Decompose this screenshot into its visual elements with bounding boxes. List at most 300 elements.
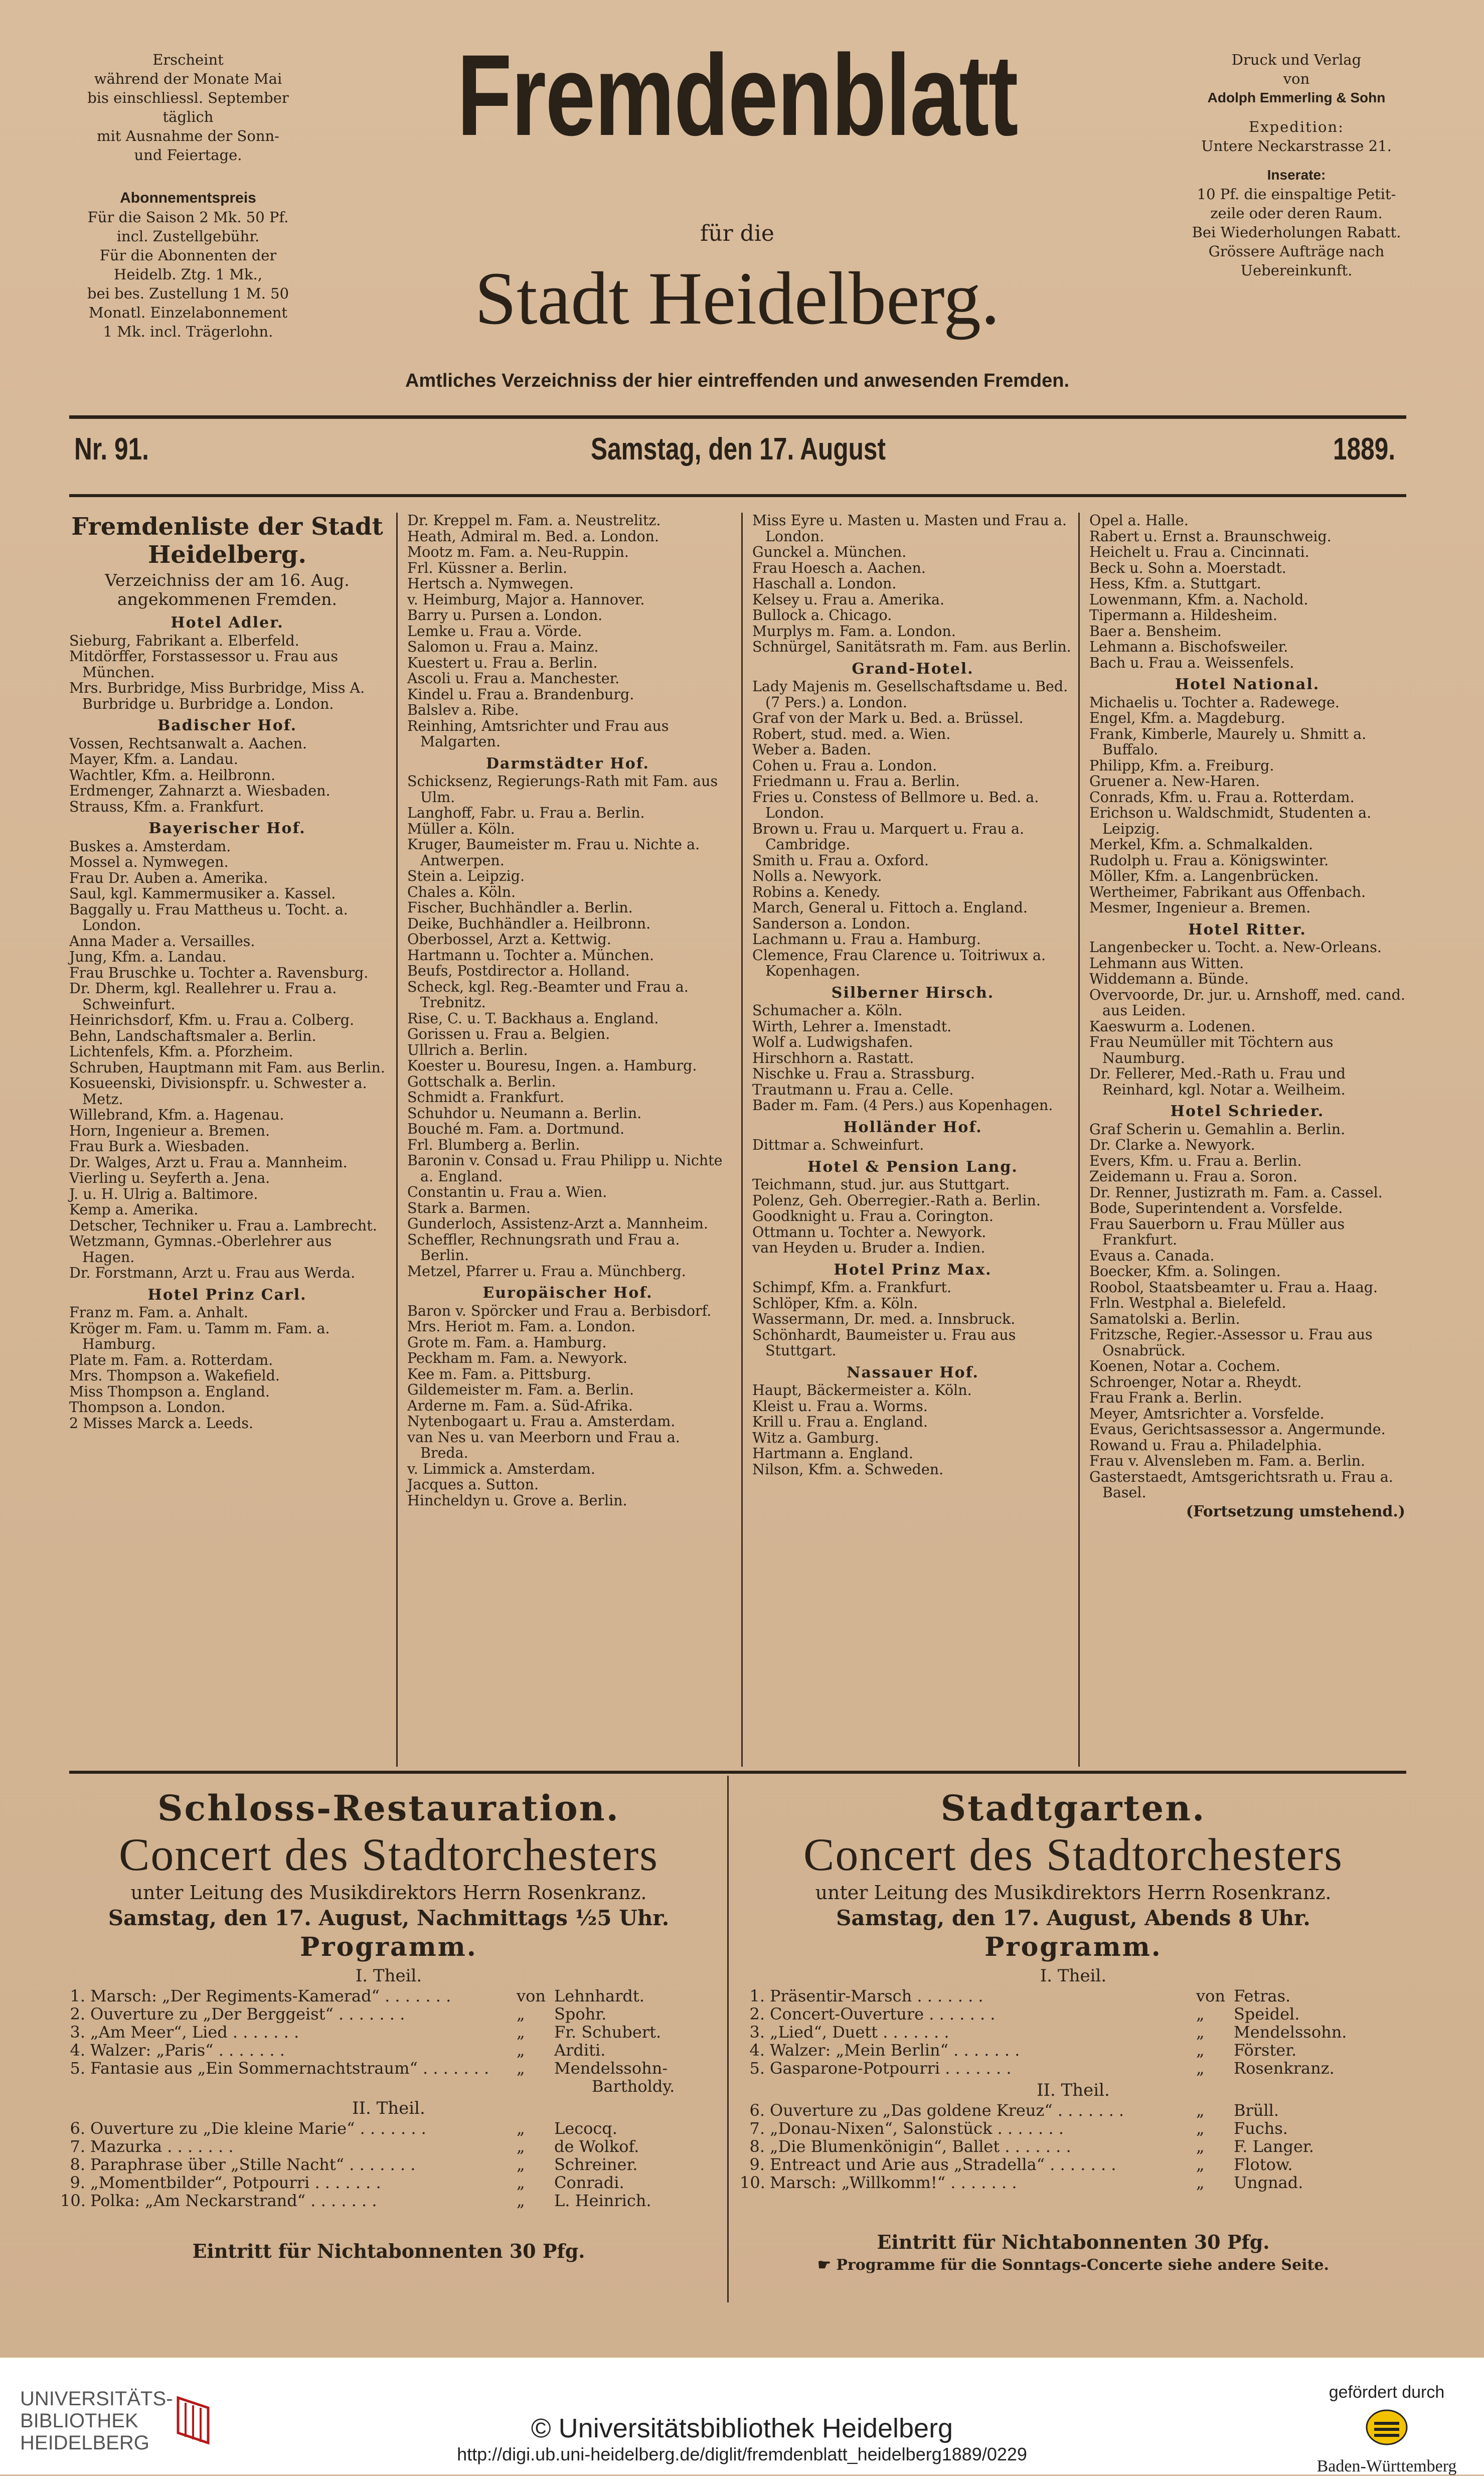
- guest-entry: Wertheimer, Fabrikant aus Offenbach.: [1089, 883, 1366, 900]
- guest-entry: Clemence, Frau Clarence u. Toitriwux a. Kopenhagen.: [752, 947, 1046, 979]
- schedule-line: und Feiertage.: [134, 146, 242, 164]
- item-von: „: [1196, 2101, 1205, 2120]
- guest-entry: Schnürgel, Sanitätsrath m. Fam. aus Berlin.: [752, 639, 1071, 655]
- hotel-heading: Hotel Adler.: [171, 614, 284, 632]
- item-number: 1.: [749, 1986, 765, 2005]
- abo-title: Abonnementspreis: [120, 190, 256, 206]
- guest-entry: Cohen u. Frau a. London.: [752, 757, 937, 774]
- item-composer: L. Heinrich.: [554, 2191, 651, 2210]
- sonntag-note: [740, 2253, 1407, 2277]
- inserate-line: 10 Pf. die einspaltige Petit-: [1197, 186, 1396, 203]
- item-title: Ouverture zu „Das goldene Kreuz“ . . . . . . .: [770, 2101, 1124, 2120]
- hotel-heading: Darmstädter Hof.: [486, 754, 649, 772]
- guest-entry: Ottmann u. Tochter a. Newyork.: [752, 1223, 986, 1241]
- inserate-prices: [1164, 185, 1429, 280]
- guest-entry: Opel a. Halle.: [1089, 512, 1189, 529]
- item-title: Mazurka . . . . . . .: [90, 2137, 234, 2156]
- item-von: „: [1196, 2004, 1205, 2024]
- guest-entry: 2 Misses Marck a. Leeds.: [69, 1415, 254, 1432]
- schedule-line: während der Monate Mai: [94, 70, 282, 87]
- programme-item: [740, 2005, 1407, 2023]
- guest-entry: Bouché m. Fam. a. Dortmund.: [407, 1121, 625, 1137]
- item-title: „Donau-Nixen“, Salonstück . . . . . . .: [770, 2119, 1064, 2138]
- item-composer: Ungnad.: [1234, 2173, 1303, 2192]
- guest-entry: Stein a. Leipzig.: [407, 868, 525, 884]
- item-von: „: [517, 2004, 525, 2024]
- item-title: Paraphrase über „Stille Nacht“ . . . . . . .: [90, 2155, 416, 2174]
- hotel-heading: Silberner Hirsch.: [831, 984, 995, 1002]
- guest-entry: Reinhing, Amtsrichter und Frau aus Malgarten.: [407, 717, 669, 750]
- guest-entry: Schroenger, Notar a. Rheydt.: [1089, 1373, 1302, 1390]
- guest-entry: Wolf a. Ludwigshafen.: [752, 1034, 913, 1050]
- guest-entry: Kruger, Baumeister m. Frau u. Nichte a. Antwerpen.: [407, 836, 700, 869]
- item-number: 10.: [740, 2173, 765, 2192]
- guest-entry: Trautmann u. Frau a. Celle.: [752, 1081, 954, 1098]
- programme-item: [740, 2023, 1407, 2041]
- guest-entry: Mossel a. Nymwegen.: [69, 854, 229, 870]
- schedule-line: Erscheint: [152, 51, 224, 68]
- hotel-heading: Hotel National.: [1175, 676, 1320, 693]
- guest-entry: Baer a. Bensheim.: [1089, 623, 1222, 640]
- item-number: 8.: [749, 2137, 765, 2156]
- library-footer: [0, 2358, 1484, 2474]
- guest-entry: Haupt, Bäckermeister a. Köln.: [752, 1382, 972, 1399]
- guest-entry: Hirschhorn a. Rastatt.: [752, 1049, 914, 1066]
- guest-entry: Strauss, Kfm. a. Frankfurt.: [69, 798, 264, 815]
- gefoerdert-text: gefördert durch: [1329, 2383, 1445, 2402]
- guest-entry: Kröger m. Fam. u. Tamm m. Fam. a. Hamburg.: [69, 1320, 330, 1352]
- guest-entry: Kee m. Fam. a. Pittsburg.: [407, 1365, 591, 1382]
- item-composer: Bartholdy.: [592, 2077, 675, 2096]
- item-von: „: [1196, 2155, 1205, 2174]
- item-composer: Mendelssohn.: [1234, 2023, 1347, 2042]
- item-composer: de Wolkof.: [554, 2137, 639, 2156]
- guest-entry: Kemp a. Amerika.: [69, 1201, 199, 1218]
- guest-entry: Koester u. Bouresu, Ingen. a. Hamburg.: [407, 1057, 697, 1074]
- programme-part-2: [60, 2119, 717, 2210]
- guest-entry: Kindel u. Frau a. Brandenburg.: [407, 686, 634, 703]
- guest-entry: Frank, Kimberle, Maurely u. Shmitt a. Buffalo.: [1089, 725, 1367, 758]
- programme-item: [740, 2174, 1407, 2192]
- ub-line: UNIVERSITÄTS-: [20, 2388, 173, 2410]
- newspaper-title: Fremdenblatt: [457, 31, 1018, 160]
- item-von: „: [1196, 2119, 1205, 2138]
- guest-entry: Polenz, Geh. Oberregier.-Rath a. Berlin.: [752, 1192, 1041, 1209]
- guest-entry: Beufs, Postdirector a. Holland.: [407, 963, 630, 979]
- guest-entry: Franz m. Fam. a. Anhalt.: [69, 1304, 248, 1321]
- abo-line: Für die Abonnenten der: [99, 247, 277, 264]
- guest-entry: Constantin u. Frau a. Wien.: [407, 1184, 607, 1200]
- programme-part-2: [740, 2101, 1407, 2192]
- item-title: „Die Blumenkönigin“, Ballet . . . . . . .: [770, 2137, 1071, 2156]
- hotel-heading: Hotel Prinz Max.: [834, 1261, 992, 1279]
- concert-leitung: unter Leitung des Musikdirektors Herrn Rosenkranz.: [130, 1882, 647, 1904]
- guest-entry: Kleist u. Frau a. Worms.: [752, 1398, 928, 1415]
- guest-entry: Gunckel a. München.: [752, 544, 907, 560]
- guest-entry: Baggally u. Frau Mattheus u. Tocht. a. London.: [69, 901, 348, 934]
- guest-entry: Mesmer, Ingenieur a. Bremen.: [1089, 899, 1311, 916]
- programme-item: [60, 2174, 717, 2192]
- item-composer: Fuchs.: [1234, 2119, 1288, 2138]
- programme-item: [60, 1987, 717, 2005]
- guest-entry: Langenbecker u. Tocht. a. New-Orleans.: [1089, 939, 1382, 956]
- concert-divider: [727, 1776, 729, 2302]
- item-number: 4.: [749, 2041, 765, 2060]
- guest-entry: Dr. Walges, Arzt u. Frau a. Mannheim.: [69, 1154, 348, 1171]
- item-number: 2.: [749, 2004, 765, 2024]
- guest-entry: Kuestert u. Frau a. Berlin.: [407, 654, 598, 671]
- guest-entry: Kaeswurm a. Lodenen.: [1089, 1018, 1256, 1035]
- item-number: 2.: [70, 2004, 85, 2024]
- guest-entry: Samatolski a. Berlin.: [1089, 1310, 1240, 1327]
- guest-entry: Nolls a. Newyork.: [752, 868, 882, 884]
- item-title: „Lied“, Duett . . . . . . .: [770, 2023, 949, 2042]
- item-von: „: [1196, 2041, 1205, 2060]
- guest-entry: Deike, Buchhändler a. Heilbronn.: [407, 915, 651, 932]
- guest-entry: Saul, kgl. Kammermusiker a. Kassel.: [69, 885, 336, 902]
- guest-entry: Lichtenfels, Kfm. a. Pforzheim.: [69, 1043, 293, 1060]
- ub-line: HEIDELBERG: [20, 2432, 149, 2454]
- source-url[interactable]: http://digi.ub.uni-heidelberg.de/diglit/fremdenblatt_heidelberg1889/0229: [457, 2444, 1027, 2464]
- issue-year: 1889.: [1333, 432, 1396, 467]
- item-number: 6.: [749, 2101, 765, 2120]
- guest-entry: Schimpf, Kfm. a. Frankfurt.: [752, 1279, 952, 1296]
- item-composer: Fetras.: [1234, 1986, 1291, 2005]
- guest-entry: Nilson, Kfm. a. Schweden.: [752, 1461, 944, 1478]
- guest-entry: Wirth, Lehrer a. Imenstadt.: [752, 1018, 952, 1035]
- guest-entry: Schmidt a. Frankfurt.: [407, 1089, 564, 1106]
- guest-entry: Graf von der Mark u. Bed. a. Brüssel.: [752, 710, 1024, 726]
- theil-1: I. Theil.: [355, 1966, 422, 1986]
- item-number: 1.: [70, 1986, 85, 2005]
- abo-line: 1 Mk. incl. Trägerlohn.: [103, 323, 273, 340]
- item-number: 3.: [70, 2023, 85, 2042]
- guest-entry: Tipermann a. Hildesheim.: [1089, 607, 1277, 624]
- guest-entry: Frau Hoesch a. Aachen.: [752, 559, 926, 576]
- fortsetzung-note: (Fortsetzung umstehend.): [1186, 1502, 1405, 1520]
- hotel-heading: Grand-Hotel.: [852, 660, 974, 678]
- pointing-hand-icon: ☛: [817, 2256, 837, 2274]
- sonntag-text: Programme für die Sonntags-Concerte siehe andere Seite.: [836, 2256, 1329, 2274]
- item-number: 9.: [749, 2155, 765, 2174]
- land-name: Baden-Württemberg: [1316, 2457, 1457, 2475]
- theil-1: I. Theil.: [1040, 1966, 1107, 1986]
- programme-item: [740, 2059, 1407, 2077]
- guest-entry: Langhoff, Fabr. u. Frau a. Berlin.: [407, 805, 645, 821]
- item-composer: Arditi.: [554, 2041, 606, 2060]
- inserate-label: Inserate:: [1267, 167, 1326, 183]
- guest-entry: Lachmann u. Frau a. Hamburg.: [752, 931, 981, 948]
- funding-label: [1304, 2383, 1469, 2476]
- item-title: Entreact und Arie aus „Stradella“ . . . . . . .: [770, 2155, 1116, 2174]
- guest-entry: Lady Majenis m. Gesellschaftsdame u. Bed. (7 Pers.) a. London.: [752, 678, 1068, 711]
- abo-line: bei bes. Zustellung 1 M. 50: [87, 285, 289, 302]
- guest-entry: Frau Neumüller mit Töchtern aus Naumburg.: [1089, 1034, 1334, 1066]
- item-title: Fantasie aus „Ein Sommernachtstraum“ . . . . . . .: [90, 2059, 489, 2078]
- concert-title: Concert des Stadtorchesters: [803, 1829, 1343, 1880]
- guest-entry: Conrads, Kfm. u. Frau a. Rotterdam.: [1089, 789, 1355, 806]
- expedition-address: Untere Neckarstrasse 21.: [1201, 137, 1392, 154]
- programme-part-1: [740, 1987, 1407, 2077]
- item-title: „Momentbilder“, Potpourri . . . . . . .: [90, 2173, 381, 2192]
- item-composer: Brüll.: [1234, 2101, 1279, 2120]
- guest-entry: Dr. Clarke a. Newyork.: [1089, 1137, 1255, 1153]
- item-von: „: [1196, 2059, 1205, 2078]
- guest-entry: Friedmann u. Frau a. Berlin.: [752, 773, 960, 790]
- guest-entry: Hess, Kfm. a. Stuttgart.: [1089, 575, 1261, 592]
- item-number: 10.: [60, 2191, 86, 2210]
- item-title: Marsch: „Willkomm!“ . . . . . . .: [770, 2173, 1017, 2192]
- guest-entry: Evaus, Gerichtsassessor a. Angermunde.: [1089, 1421, 1386, 1438]
- guest-entry: Robert, stud. med. a. Wien.: [752, 725, 951, 742]
- guest-entry: March, General u. Fittoch a. England.: [752, 899, 1028, 916]
- hotel-heading: Hotel Ritter.: [1188, 920, 1306, 939]
- item-number: 5.: [749, 2059, 765, 2078]
- concert-date: Samstag, den 17. August, Abends 8 Uhr.: [836, 1906, 1310, 1930]
- guest-entry: Mrs. Heriot m. Fam. a. London.: [407, 1318, 636, 1335]
- venue-title: Stadtgarten.: [940, 1787, 1206, 1829]
- issue-date: Samstag, den 17. August: [591, 432, 886, 467]
- item-composer: Schreiner.: [554, 2155, 638, 2174]
- guest-entry: Vossen, Rechtsanwalt a. Aachen.: [69, 735, 307, 752]
- guest-entry: van Heyden u. Bruder a. Indien.: [752, 1240, 985, 1256]
- von-label: von: [1283, 70, 1310, 87]
- item-title: Gasparone-Potpourri . . . . . . .: [770, 2059, 1012, 2078]
- guest-entry: Arderne m. Fam. a. Süd-Afrika.: [407, 1397, 633, 1414]
- masthead-left: [65, 50, 311, 341]
- item-composer: Lehnhardt.: [554, 1986, 644, 2005]
- guest-entry: Metzel, Pfarrer u. Frau a. Münchberg.: [407, 1263, 686, 1280]
- programm-heading: Programm.: [984, 1932, 1162, 1962]
- guest-entry: Wassermann, Dr. med. a. Innsbruck.: [752, 1311, 1016, 1327]
- eintritt-note: Eintritt für Nichtabonnenten 30 Pfg.: [877, 2231, 1270, 2253]
- guest-entry: Miss Eyre u. Masten u. Masten und Frau a. London.: [752, 512, 1067, 545]
- guest-entry: Smith u. Frau a. Oxford.: [752, 852, 929, 869]
- inserate-line: zeile oder deren Raum.: [1210, 205, 1383, 222]
- item-composer: F. Langer.: [1234, 2137, 1314, 2156]
- guest-entry: Oberbossel, Arzt a. Kettwig.: [407, 931, 611, 948]
- guest-entry: Graf Scherin u. Gemahlin a. Berlin.: [1089, 1121, 1346, 1138]
- guest-entry: Balslev a. Ribe.: [407, 702, 519, 718]
- rule-above-concerts: [69, 1771, 1406, 1774]
- programme-item: [60, 2137, 717, 2155]
- guest-entry: Plate m. Fam. a. Rotterdam.: [69, 1351, 273, 1368]
- programme-item: [740, 1987, 1407, 2005]
- guest-entry: Mrs. Burbridge, Miss Burbridge, Miss A. Burbridge u. Burbridge a. London.: [69, 680, 365, 712]
- druck-label: Druck und Verlag: [1231, 51, 1362, 68]
- item-title: Ouverture zu „Der Berggeist“ . . . . . . .: [90, 2004, 405, 2024]
- guest-entry: v. Heimburg, Major a. Hannover.: [407, 591, 645, 608]
- hotel-heading: Nassauer Hof.: [847, 1363, 979, 1381]
- guest-entry: Frau Burk a. Wiesbaden.: [69, 1138, 250, 1155]
- inserate-line: Bei Wiederholungen Rabatt.: [1192, 224, 1401, 241]
- guest-column-2: [407, 513, 728, 1508]
- guest-entry: Erichson u. Waldschmidt, Studenten a. Leipzig.: [1089, 805, 1372, 837]
- concert-title: Concert des Stadtorchesters: [119, 1829, 658, 1880]
- item-composer: Speidel.: [1234, 2004, 1300, 2024]
- item-von: „: [517, 2059, 525, 2078]
- guest-entry: Baronin v. Consad u. Frau Philipp u. Nichte a. England.: [407, 1152, 723, 1185]
- hotel-heading: Bayerischer Hof.: [148, 820, 306, 837]
- inserate-line: Uebereinkunft.: [1240, 262, 1353, 279]
- expedition-label: Expedition:: [1249, 118, 1344, 135]
- guest-entry: Dr. Forstmann, Arzt u. Frau aus Werda.: [69, 1265, 356, 1281]
- guest-entry: Schicksenz, Regierungs-Rath mit Fam. aus Ulm.: [407, 773, 718, 806]
- guest-entry: Haschall a. London.: [752, 575, 897, 592]
- guest-entry: Widdemann a. Bünde.: [1089, 971, 1249, 987]
- guest-entry: Heinrichsdorf, Kfm. u. Frau a. Colberg.: [69, 1012, 355, 1028]
- guest-entry: Frl. Blumberg a. Berlin.: [407, 1136, 580, 1153]
- guest-entry: Schumacher a. Köln.: [752, 1002, 903, 1019]
- item-title: Walzer: „Paris“ . . . . . . .: [90, 2041, 285, 2060]
- guest-entry: Michaelis u. Tochter a. Radewege.: [1089, 694, 1340, 711]
- item-composer: Mendelssohn-: [554, 2059, 668, 2078]
- guest-entry: Hincheldyn u. Grove a. Berlin.: [407, 1492, 627, 1509]
- guest-entry: Frln. Westphal a. Bielefeld.: [1089, 1295, 1286, 1311]
- guest-entry: Müller a. Köln.: [407, 820, 515, 837]
- bw-coat-of-arms-icon: [1359, 2407, 1414, 2447]
- guest-entry: Rudolph u. Frau a. Königswinter.: [1089, 852, 1329, 869]
- abo-prices: [65, 208, 311, 341]
- list-heading: Fremdenliste der Stadt Heidelberg.: [71, 513, 383, 569]
- guest-entry: Jung, Kfm. a. Landau.: [69, 949, 227, 965]
- guest-entry: Bach u. Frau a. Weissenfels.: [1089, 654, 1294, 671]
- item-von: „: [517, 2173, 525, 2192]
- guest-entry: Bode, Superintendent a. Vorsfelde.: [1089, 1200, 1343, 1216]
- guest-entry: Grote m. Fam. a. Hamburg.: [407, 1334, 607, 1351]
- guest-entry: Schruben, Hauptmann mit Fam. aus Berlin.: [69, 1059, 385, 1076]
- publisher: Adolph Emmerling & Sohn: [1207, 90, 1386, 105]
- column-divider: [741, 513, 743, 1767]
- guest-entry: Hertsch a. Nymwegen.: [407, 575, 574, 592]
- subtitle: Amtliches Verzeichniss der hier eintreffenden und anwesenden Fremden.: [405, 370, 1070, 391]
- concert-leitung: unter Leitung des Musikdirektors Herrn Rosenkranz.: [815, 1882, 1332, 1904]
- guest-entry: Schlöper, Kfm. a. Köln.: [752, 1295, 918, 1312]
- guest-entry: Overvoorde, Dr. jur. u. Arnshoff, med. cand. aus Leiden.: [1089, 986, 1405, 1019]
- guest-entry: Möller, Kfm. a. Langenbrücken.: [1089, 868, 1319, 884]
- programme-item: [740, 2119, 1407, 2137]
- theil-2: II. Theil.: [352, 2098, 425, 2118]
- rule-below-date: [69, 494, 1406, 497]
- guest-entry: Buskes a. Amsterdam.: [69, 838, 231, 855]
- hotel-heading: Badischer Hof.: [157, 717, 297, 734]
- programme-part-1: [60, 1987, 717, 2095]
- guest-entry: Brown u. Frau u. Marquert u. Frau a. Cambridge.: [752, 820, 1025, 853]
- concert-stadtgarten: [740, 1788, 1407, 2277]
- guest-entry: Fischer, Buchhändler a. Berlin.: [407, 899, 633, 916]
- guest-entry: Frau Bruschke u. Tochter a. Ravensburg.: [69, 964, 369, 981]
- concert-schloss: [60, 1788, 717, 2262]
- guest-entry: Vierling u. Seyferth a. Jena.: [69, 1170, 270, 1186]
- guest-entry: Chales a. Köln.: [407, 883, 516, 900]
- programme-item: [740, 2155, 1407, 2174]
- programme-item: [60, 2023, 717, 2041]
- guest-entry: Witz a. Gamburg.: [752, 1429, 879, 1446]
- guest-entry: Beck u. Sohn a. Moerstadt.: [1089, 559, 1286, 576]
- item-number: 9.: [70, 2173, 85, 2192]
- programme-item: [740, 2137, 1407, 2155]
- guest-entry: Frau v. Alvensleben m. Fam. a. Berlin.: [1089, 1453, 1366, 1469]
- guest-entry: Krill u. Frau a. England.: [752, 1414, 928, 1430]
- item-number: 8.: [70, 2155, 85, 2174]
- guest-entry: Heath, Admiral m. Bed. a. London.: [407, 528, 659, 545]
- guest-entry: Gildemeister m. Fam. a. Berlin.: [407, 1381, 634, 1398]
- guest-entry: Wachtler, Kfm. a. Heilbronn.: [69, 766, 276, 784]
- guest-entry: Nischke u. Frau a. Strassburg.: [752, 1065, 975, 1082]
- guest-entry: Koenen, Notar a. Cochem.: [1089, 1358, 1280, 1374]
- ub-line: BIBLIOTHEK: [20, 2410, 138, 2432]
- hotel-heading: Hotel Prinz Carl.: [147, 1286, 307, 1304]
- item-von: „: [517, 2119, 525, 2138]
- item-number: 6.: [70, 2119, 85, 2138]
- item-von: „: [517, 2023, 525, 2042]
- programme-item: [60, 2119, 717, 2137]
- schedule-line: täglich: [162, 108, 214, 125]
- guest-entry: Kelsey u. Frau a. Amerika.: [752, 591, 945, 608]
- guest-entry: Miss Thompson a. England.: [69, 1383, 270, 1400]
- guest-entry: Gasterstaedt, Amtsgerichtsrath u. Frau a. Basel.: [1089, 1468, 1393, 1501]
- guest-entry: Jacques a. Sutton.: [407, 1476, 539, 1493]
- guest-entry: Lehmann aus Witten.: [1089, 955, 1244, 972]
- item-von: „: [1196, 2173, 1205, 2192]
- guest-entry: Zeidemann u. Frau a. Soron.: [1089, 1168, 1297, 1185]
- guest-entry: Mitdörffer, Forstassessor u. Frau aus München.: [69, 648, 339, 681]
- item-composer: Flotow.: [1234, 2155, 1293, 2174]
- guest-entry: Kosueenski, Divisionspfr. u. Schwester a. Metz.: [69, 1075, 367, 1108]
- item-number: 7.: [70, 2137, 85, 2156]
- guest-entry: Scheck, kgl. Reg.-Beamter und Frau a. Trebnitz.: [407, 978, 689, 1011]
- item-von: von: [1196, 1986, 1225, 2005]
- guest-entry: Heichelt u. Frau a. Cincinnati.: [1089, 544, 1309, 560]
- guest-entry: Baron v. Spörcker und Frau a. Berbisdorf.: [407, 1302, 712, 1319]
- guest-entry: J. u. H. Ulrig a. Baltimore.: [69, 1185, 258, 1202]
- guest-entry: Rowand u. Frau a. Philadelphia.: [1089, 1437, 1322, 1454]
- guest-entry: Anna Mader a. Versailles.: [69, 933, 255, 950]
- hotel-heading: Holländer Hof.: [843, 1118, 982, 1136]
- guest-entry: Erdmenger, Zahnarzt a. Wiesbaden.: [69, 783, 331, 799]
- issue-number: Nr. 91.: [74, 432, 149, 467]
- guest-entry: Evers, Kfm. u. Frau a. Berlin.: [1089, 1152, 1302, 1169]
- guest-entry: Thompson a. London.: [69, 1399, 226, 1416]
- guest-entry: Bader m. Fam. (4 Pers.) aus Kopenhagen.: [752, 1097, 1053, 1114]
- guest-entry: Frau Dr. Auben a. Amerika.: [69, 869, 268, 886]
- item-composer: Fr. Schubert.: [554, 2023, 662, 2042]
- item-von: „: [517, 2137, 525, 2156]
- item-title: Präsentir-Marsch . . . . . . .: [770, 1986, 983, 2005]
- item-von: „: [1196, 2137, 1205, 2156]
- guest-entry: Sanderson a. London.: [752, 915, 911, 932]
- item-composer: Spohr.: [554, 2004, 607, 2024]
- guest-entry: Murplys m. Fam. a. London.: [752, 623, 956, 640]
- guest-entry: Merkel, Kfm. a. Schmalkalden.: [1089, 836, 1313, 853]
- guest-entry: Barry u. Pursen a. London.: [407, 607, 603, 624]
- guest-entry: Frl. Küssner a. Berlin.: [407, 559, 567, 576]
- guest-column-4: [1089, 513, 1405, 1519]
- item-von: „: [517, 2191, 525, 2210]
- guest-entry: Gottschalk a. Berlin.: [407, 1073, 556, 1090]
- programme-item: [60, 2192, 717, 2210]
- item-composer: Förster.: [1234, 2041, 1297, 2060]
- guest-entry: Scheffler, Rechnungsrath und Frau a. Berlin.: [407, 1231, 680, 1264]
- guest-entry: Robins a. Kenedy.: [752, 883, 881, 900]
- guest-entry: Dr. Kreppel m. Fam. a. Neustrelitz.: [407, 512, 661, 529]
- guest-entry: Gruener a. New-Haren.: [1089, 773, 1260, 790]
- guest-entry: Goodknight u. Frau a. Corington.: [752, 1208, 994, 1224]
- guest-entry: Schuhdor u. Neumann a. Berlin.: [407, 1105, 642, 1122]
- programme-item: [60, 2059, 717, 2077]
- item-von: „: [517, 2041, 525, 2060]
- programme-item: [740, 2101, 1407, 2119]
